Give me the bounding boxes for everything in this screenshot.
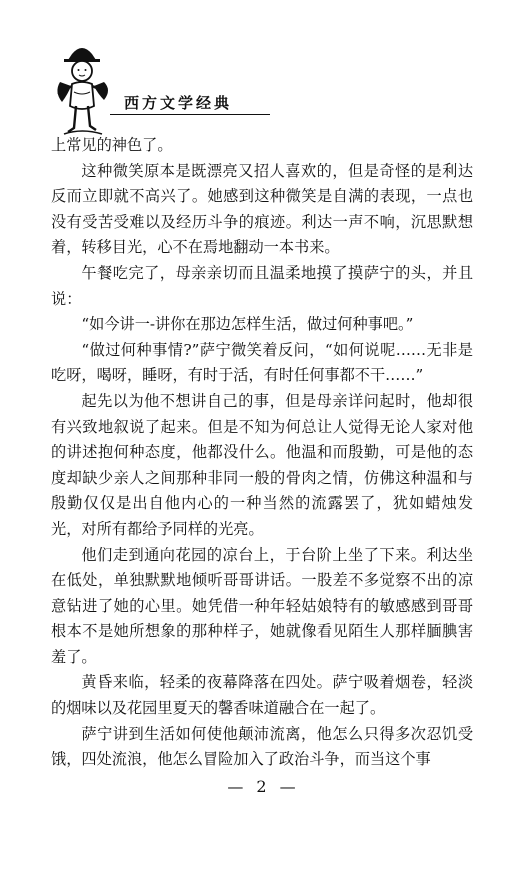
paragraph: 黄昏来临，轻柔的夜幕降落在四处。萨宁吸着烟卷，轻淡的烟味以及花园里夏天的馨香味道融合在一起了。 (51, 673, 473, 718)
paragraph: 这种微笑原本是既漂亮又招人喜欢的，但是奇怪的是利达反而立即就不高兴了。她感到这种微笑是自满的表现，一点也没有受苦受难以及经历斗争的痕迹。利达一声不响，沉思默想着，转移目光，心不在焉地翻动一本书来。 (51, 161, 473, 257)
paragraph: 萨宁讲到生活如何使他颠沛流离，他怎么只得多次忍饥受饿，四处流浪，他怎么冒险加入了政治斗争，而当这个事 (51, 724, 473, 769)
paragraph: 上常见的神色了。 (51, 136, 173, 154)
header-rule (110, 114, 270, 115)
paragraph: 午餐吃完了，母亲亲切而且温柔地摸了摸萨宁的头，并且说： (51, 263, 473, 308)
cherub-logo (52, 40, 114, 140)
paragraph: 起先以为他不想讲自己的事，但是母亲详问起时，他却很有兴致地叙说了起来。但是不知为何总让人觉得无论人家对他的讲述抱何种态度，他都没什么。他温和而殷勤，可是他的态度却缺少亲人之间那种非同一般的骨肉之情，仿佛这种温和与殷勤仅仅是出自他内心的一种当然的流露罢了，犹如蜡烛发光，对所有都给予同样的光亮。 (51, 391, 473, 538)
paragraph: “如今讲一-讲你在那边怎样生活，做过何种事吧。” (81, 315, 414, 334)
paragraph: 他们走到通向花园的凉台上，于台阶上坐了下来。利达坐在低处，单独默默地倾听哥哥讲话。一股差不多觉察不出的凉意钻进了她的心里。她凭借一种年轻姑娘特有的敏感感到哥哥根本不是她所想象的那种样子，她就像看见陌生人那样腼腆害羞了。 (51, 545, 473, 666)
paragraph: “做过何种事情?”萨宁微笑着反问，“如何说呢……无非是吃呀，喝呀，睡呀，有时于活，有时任何事都不干……” (51, 340, 473, 385)
body-text (51, 133, 473, 773)
page-number: — 2 — (227, 777, 300, 796)
series-title: 西方文学经典 (124, 94, 233, 112)
running-header (52, 40, 292, 140)
